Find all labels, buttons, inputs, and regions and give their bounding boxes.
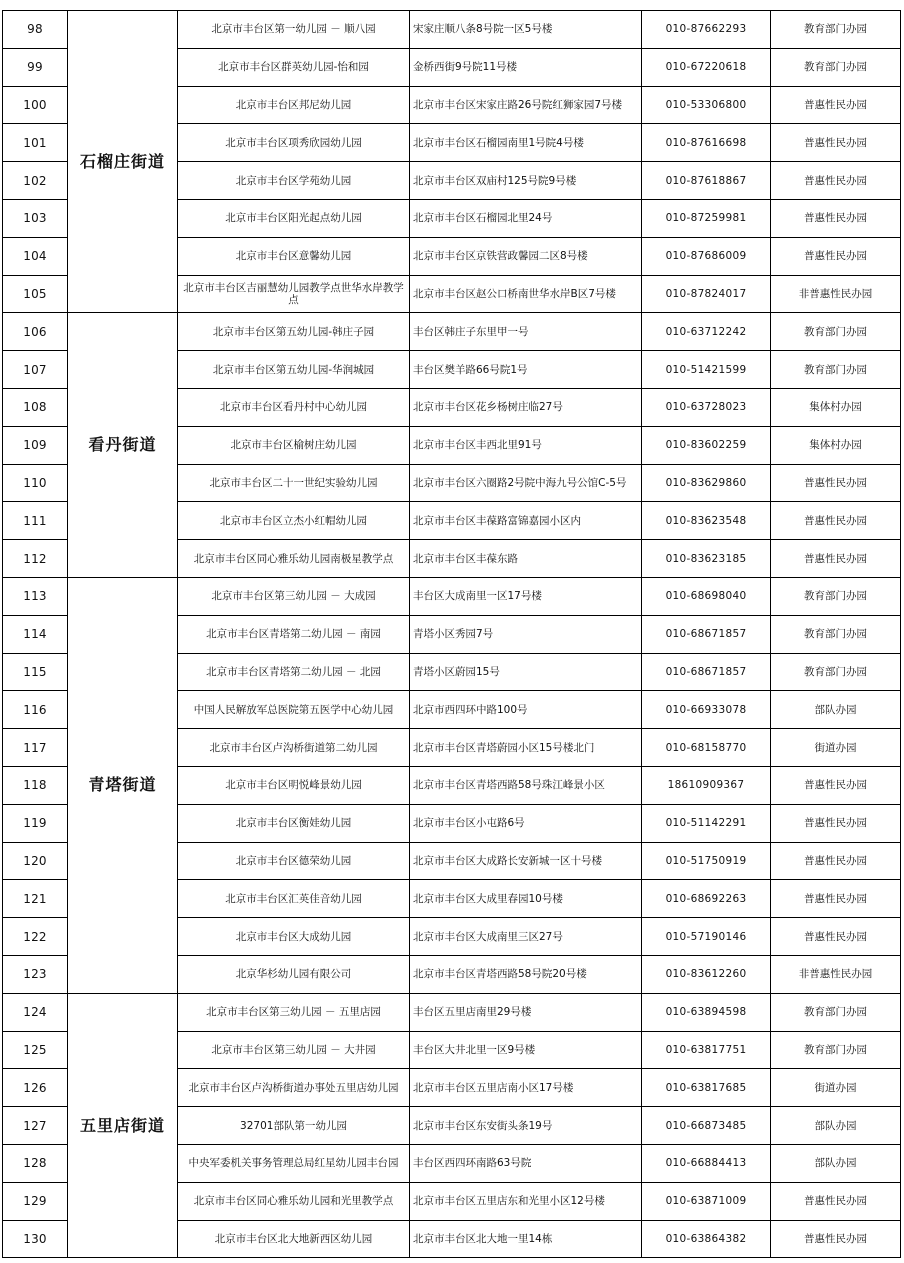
kindergarten-address: 北京市丰台区丰西北里91号 <box>410 426 642 464</box>
operator-type: 教育部门办园 <box>771 48 901 86</box>
operator-type: 普惠性民办园 <box>771 237 901 275</box>
operator-type: 普惠性民办园 <box>771 162 901 200</box>
phone-number: 010-87618867 <box>642 162 771 200</box>
row-number: 126 <box>3 1069 68 1107</box>
phone-number: 18610909367 <box>642 766 771 804</box>
phone-number: 010-87259981 <box>642 199 771 237</box>
row-number: 128 <box>3 1144 68 1182</box>
kindergarten-address: 丰台区五里店南里29号楼 <box>410 993 642 1031</box>
phone-number: 010-63864382 <box>642 1220 771 1258</box>
kindergarten-name: 北京华杉幼儿园有限公司 <box>178 955 410 993</box>
kindergarten-name: 北京市丰台区第三幼儿园 － 五里店园 <box>178 993 410 1031</box>
kindergarten-address: 丰台区樊羊路66号院1号 <box>410 351 642 389</box>
kindergarten-table <box>2 10 901 1258</box>
row-number: 120 <box>3 842 68 880</box>
kindergarten-address: 北京市丰台区青塔蔚园小区15号楼北门 <box>410 729 642 767</box>
kindergarten-address: 北京市丰台区石榴园南里1号院4号楼 <box>410 124 642 162</box>
kindergarten-name: 北京市丰台区吉丽慧幼儿园教学点世华水岸教学点 <box>178 275 410 313</box>
row-number: 116 <box>3 691 68 729</box>
table-row <box>3 313 901 351</box>
kindergarten-name: 北京市丰台区立杰小红帽幼儿园 <box>178 502 410 540</box>
row-number: 113 <box>3 577 68 615</box>
row-number: 117 <box>3 729 68 767</box>
operator-type: 部队办园 <box>771 1144 901 1182</box>
phone-number: 010-53306800 <box>642 86 771 124</box>
row-number: 121 <box>3 880 68 918</box>
kindergarten-address: 北京市丰台区赵公口桥南世华水岸B区7号楼 <box>410 275 642 313</box>
phone-number: 010-68158770 <box>642 729 771 767</box>
operator-type: 普惠性民办园 <box>771 86 901 124</box>
row-number: 110 <box>3 464 68 502</box>
row-number: 111 <box>3 502 68 540</box>
phone-number: 010-83623185 <box>642 540 771 578</box>
phone-number: 010-63817685 <box>642 1069 771 1107</box>
operator-type: 教育部门办园 <box>771 313 901 351</box>
operator-type: 教育部门办园 <box>771 1031 901 1069</box>
phone-number: 010-83612260 <box>642 955 771 993</box>
kindergarten-name: 北京市丰台区德荣幼儿园 <box>178 842 410 880</box>
street-name: 石榴庄街道 <box>68 11 178 313</box>
phone-number: 010-63871009 <box>642 1182 771 1220</box>
phone-number: 010-51750919 <box>642 842 771 880</box>
kindergarten-name: 北京市丰台区阳光起点幼儿园 <box>178 199 410 237</box>
row-number: 115 <box>3 653 68 691</box>
row-number: 129 <box>3 1182 68 1220</box>
kindergarten-address: 北京市丰台区五里店东和光里小区12号楼 <box>410 1182 642 1220</box>
kindergarten-address: 北京市丰台区六圈路2号院中海九号公馆C-5号 <box>410 464 642 502</box>
kindergarten-name: 北京市丰台区汇英佳音幼儿园 <box>178 880 410 918</box>
street-name: 五里店街道 <box>68 993 178 1258</box>
kindergarten-name: 北京市丰台区北大地新西区幼儿园 <box>178 1220 410 1258</box>
phone-number: 010-63894598 <box>642 993 771 1031</box>
kindergarten-address: 北京市丰台区大成里春园10号楼 <box>410 880 642 918</box>
row-number: 122 <box>3 918 68 956</box>
operator-type: 教育部门办园 <box>771 653 901 691</box>
operator-type: 普惠性民办园 <box>771 880 901 918</box>
phone-number: 010-67220618 <box>642 48 771 86</box>
row-number: 101 <box>3 124 68 162</box>
kindergarten-address: 北京市丰台区丰葆路富锦嘉园小区内 <box>410 502 642 540</box>
kindergarten-address: 北京市丰台区青塔西路58号珠江峰景小区 <box>410 766 642 804</box>
operator-type: 教育部门办园 <box>771 615 901 653</box>
phone-number: 010-63728023 <box>642 388 771 426</box>
kindergarten-name: 北京市丰台区邦尼幼儿园 <box>178 86 410 124</box>
kindergarten-address: 丰台区西四环南路63号院 <box>410 1144 642 1182</box>
kindergarten-name: 北京市丰台区意馨幼儿园 <box>178 237 410 275</box>
row-number: 99 <box>3 48 68 86</box>
phone-number: 010-51421599 <box>642 351 771 389</box>
kindergarten-name: 北京市丰台区卢沟桥街道办事处五里店幼儿园 <box>178 1069 410 1107</box>
kindergarten-name: 北京市丰台区第三幼儿园 － 大井园 <box>178 1031 410 1069</box>
operator-type: 普惠性民办园 <box>771 766 901 804</box>
row-number: 106 <box>3 313 68 351</box>
phone-number: 010-68671857 <box>642 653 771 691</box>
table-row <box>3 577 901 615</box>
kindergarten-name: 北京市丰台区学苑幼儿园 <box>178 162 410 200</box>
operator-type: 普惠性民办园 <box>771 1182 901 1220</box>
operator-type: 普惠性民办园 <box>771 1220 901 1258</box>
row-number: 105 <box>3 275 68 313</box>
phone-number: 010-63712242 <box>642 313 771 351</box>
kindergarten-name: 北京市丰台区项秀欣园幼儿园 <box>178 124 410 162</box>
kindergarten-address: 北京市丰台区五里店南小区17号楼 <box>410 1069 642 1107</box>
kindergarten-address: 北京市丰台区花乡杨树庄临27号 <box>410 388 642 426</box>
phone-number: 010-57190146 <box>642 918 771 956</box>
kindergarten-address: 北京市丰台区石榴园北里24号 <box>410 199 642 237</box>
kindergarten-name: 北京市丰台区群英幼儿园-怡和园 <box>178 48 410 86</box>
phone-number: 010-87824017 <box>642 275 771 313</box>
phone-number: 010-87662293 <box>642 11 771 49</box>
kindergarten-name: 北京市丰台区衡娃幼儿园 <box>178 804 410 842</box>
kindergarten-name: 北京市丰台区第一幼儿园 － 顺八园 <box>178 11 410 49</box>
kindergarten-address: 金桥西街9号院11号楼 <box>410 48 642 86</box>
operator-type: 部队办园 <box>771 691 901 729</box>
kindergarten-address: 北京市丰台区大成路长安新城一区十号楼 <box>410 842 642 880</box>
kindergarten-name: 北京市丰台区看丹村中心幼儿园 <box>178 388 410 426</box>
kindergarten-name: 32701部队第一幼儿园 <box>178 1107 410 1145</box>
row-number: 112 <box>3 540 68 578</box>
kindergarten-address: 北京市丰台区宋家庄路26号院红狮家园7号楼 <box>410 86 642 124</box>
operator-type: 普惠性民办园 <box>771 502 901 540</box>
row-number: 125 <box>3 1031 68 1069</box>
row-number: 107 <box>3 351 68 389</box>
operator-type: 街道办园 <box>771 1069 901 1107</box>
row-number: 100 <box>3 86 68 124</box>
operator-type: 普惠性民办园 <box>771 464 901 502</box>
operator-type: 普惠性民办园 <box>771 124 901 162</box>
kindergarten-address: 北京市丰台区小屯路6号 <box>410 804 642 842</box>
phone-number: 010-68671857 <box>642 615 771 653</box>
operator-type: 部队办园 <box>771 1107 901 1145</box>
street-name: 青塔街道 <box>68 577 178 993</box>
row-number: 130 <box>3 1220 68 1258</box>
phone-number: 010-51142291 <box>642 804 771 842</box>
operator-type: 集体村办园 <box>771 388 901 426</box>
row-number: 102 <box>3 162 68 200</box>
kindergarten-address: 青塔小区蔚园15号 <box>410 653 642 691</box>
phone-number: 010-87686009 <box>642 237 771 275</box>
kindergarten-address: 北京市丰台区京铁营政馨园二区8号楼 <box>410 237 642 275</box>
kindergarten-address: 宋家庄顺八条8号院一区5号楼 <box>410 11 642 49</box>
phone-number: 010-83623548 <box>642 502 771 540</box>
operator-type: 非普惠性民办园 <box>771 955 901 993</box>
kindergarten-name: 北京市丰台区同心雅乐幼儿园和光里教学点 <box>178 1182 410 1220</box>
kindergarten-name: 北京市丰台区榆树庄幼儿园 <box>178 426 410 464</box>
kindergarten-name: 北京市丰台区第五幼儿园-韩庄子园 <box>178 313 410 351</box>
operator-type: 集体村办园 <box>771 426 901 464</box>
row-number: 108 <box>3 388 68 426</box>
operator-type: 普惠性民办园 <box>771 540 901 578</box>
kindergarten-address: 北京市丰台区大成南里三区27号 <box>410 918 642 956</box>
kindergarten-address: 丰台区韩庄子东里甲一号 <box>410 313 642 351</box>
kindergarten-name: 北京市丰台区青塔第二幼儿园 － 北园 <box>178 653 410 691</box>
phone-number: 010-63817751 <box>642 1031 771 1069</box>
kindergarten-address: 北京市丰台区丰葆东路 <box>410 540 642 578</box>
kindergarten-address: 北京市丰台区青塔西路58号院20号楼 <box>410 955 642 993</box>
operator-type: 教育部门办园 <box>771 993 901 1031</box>
kindergarten-name: 中国人民解放军总医院第五医学中心幼儿园 <box>178 691 410 729</box>
row-number: 118 <box>3 766 68 804</box>
phone-number: 010-66933078 <box>642 691 771 729</box>
kindergarten-address: 北京市西四环中路100号 <box>410 691 642 729</box>
kindergarten-name: 北京市丰台区第五幼儿园-华润城园 <box>178 351 410 389</box>
row-number: 114 <box>3 615 68 653</box>
phone-number: 010-87616698 <box>642 124 771 162</box>
row-number: 103 <box>3 199 68 237</box>
kindergarten-name: 北京市丰台区第三幼儿园 － 大成园 <box>178 577 410 615</box>
row-number: 127 <box>3 1107 68 1145</box>
row-number: 104 <box>3 237 68 275</box>
phone-number: 010-83629860 <box>642 464 771 502</box>
operator-type: 普惠性民办园 <box>771 199 901 237</box>
street-name: 看丹街道 <box>68 313 178 578</box>
kindergarten-address: 青塔小区秀园7号 <box>410 615 642 653</box>
kindergarten-address: 丰台区大成南里一区17号楼 <box>410 577 642 615</box>
operator-type: 普惠性民办园 <box>771 842 901 880</box>
table-row <box>3 11 901 49</box>
kindergarten-address: 丰台区大井北里一区9号楼 <box>410 1031 642 1069</box>
row-number: 98 <box>3 11 68 49</box>
phone-number: 010-83602259 <box>642 426 771 464</box>
phone-number: 010-68698040 <box>642 577 771 615</box>
table-row <box>3 993 901 1031</box>
operator-type: 普惠性民办园 <box>771 918 901 956</box>
kindergarten-name: 北京市丰台区同心雅乐幼儿园南极星教学点 <box>178 540 410 578</box>
kindergarten-address: 北京市丰台区北大地一里14栋 <box>410 1220 642 1258</box>
kindergarten-name: 北京市丰台区卢沟桥街道第二幼儿园 <box>178 729 410 767</box>
kindergarten-address: 北京市丰台区双庙村125号院9号楼 <box>410 162 642 200</box>
table-body <box>3 11 901 1258</box>
phone-number: 010-66873485 <box>642 1107 771 1145</box>
operator-type: 教育部门办园 <box>771 351 901 389</box>
kindergarten-name: 北京市丰台区大成幼儿园 <box>178 918 410 956</box>
kindergarten-name: 北京市丰台区青塔第二幼儿园 － 南园 <box>178 615 410 653</box>
kindergarten-name: 北京市丰台区二十一世纪实验幼儿园 <box>178 464 410 502</box>
kindergarten-name: 中央军委机关事务管理总局红星幼儿园丰台园 <box>178 1144 410 1182</box>
kindergarten-name: 北京市丰台区明悦峰景幼儿园 <box>178 766 410 804</box>
kindergarten-address: 北京市丰台区东安街头条19号 <box>410 1107 642 1145</box>
row-number: 109 <box>3 426 68 464</box>
phone-number: 010-68692263 <box>642 880 771 918</box>
operator-type: 教育部门办园 <box>771 11 901 49</box>
phone-number: 010-66884413 <box>642 1144 771 1182</box>
operator-type: 普惠性民办园 <box>771 804 901 842</box>
operator-type: 非普惠性民办园 <box>771 275 901 313</box>
row-number: 123 <box>3 955 68 993</box>
operator-type: 街道办园 <box>771 729 901 767</box>
row-number: 119 <box>3 804 68 842</box>
row-number: 124 <box>3 993 68 1031</box>
operator-type: 教育部门办园 <box>771 577 901 615</box>
